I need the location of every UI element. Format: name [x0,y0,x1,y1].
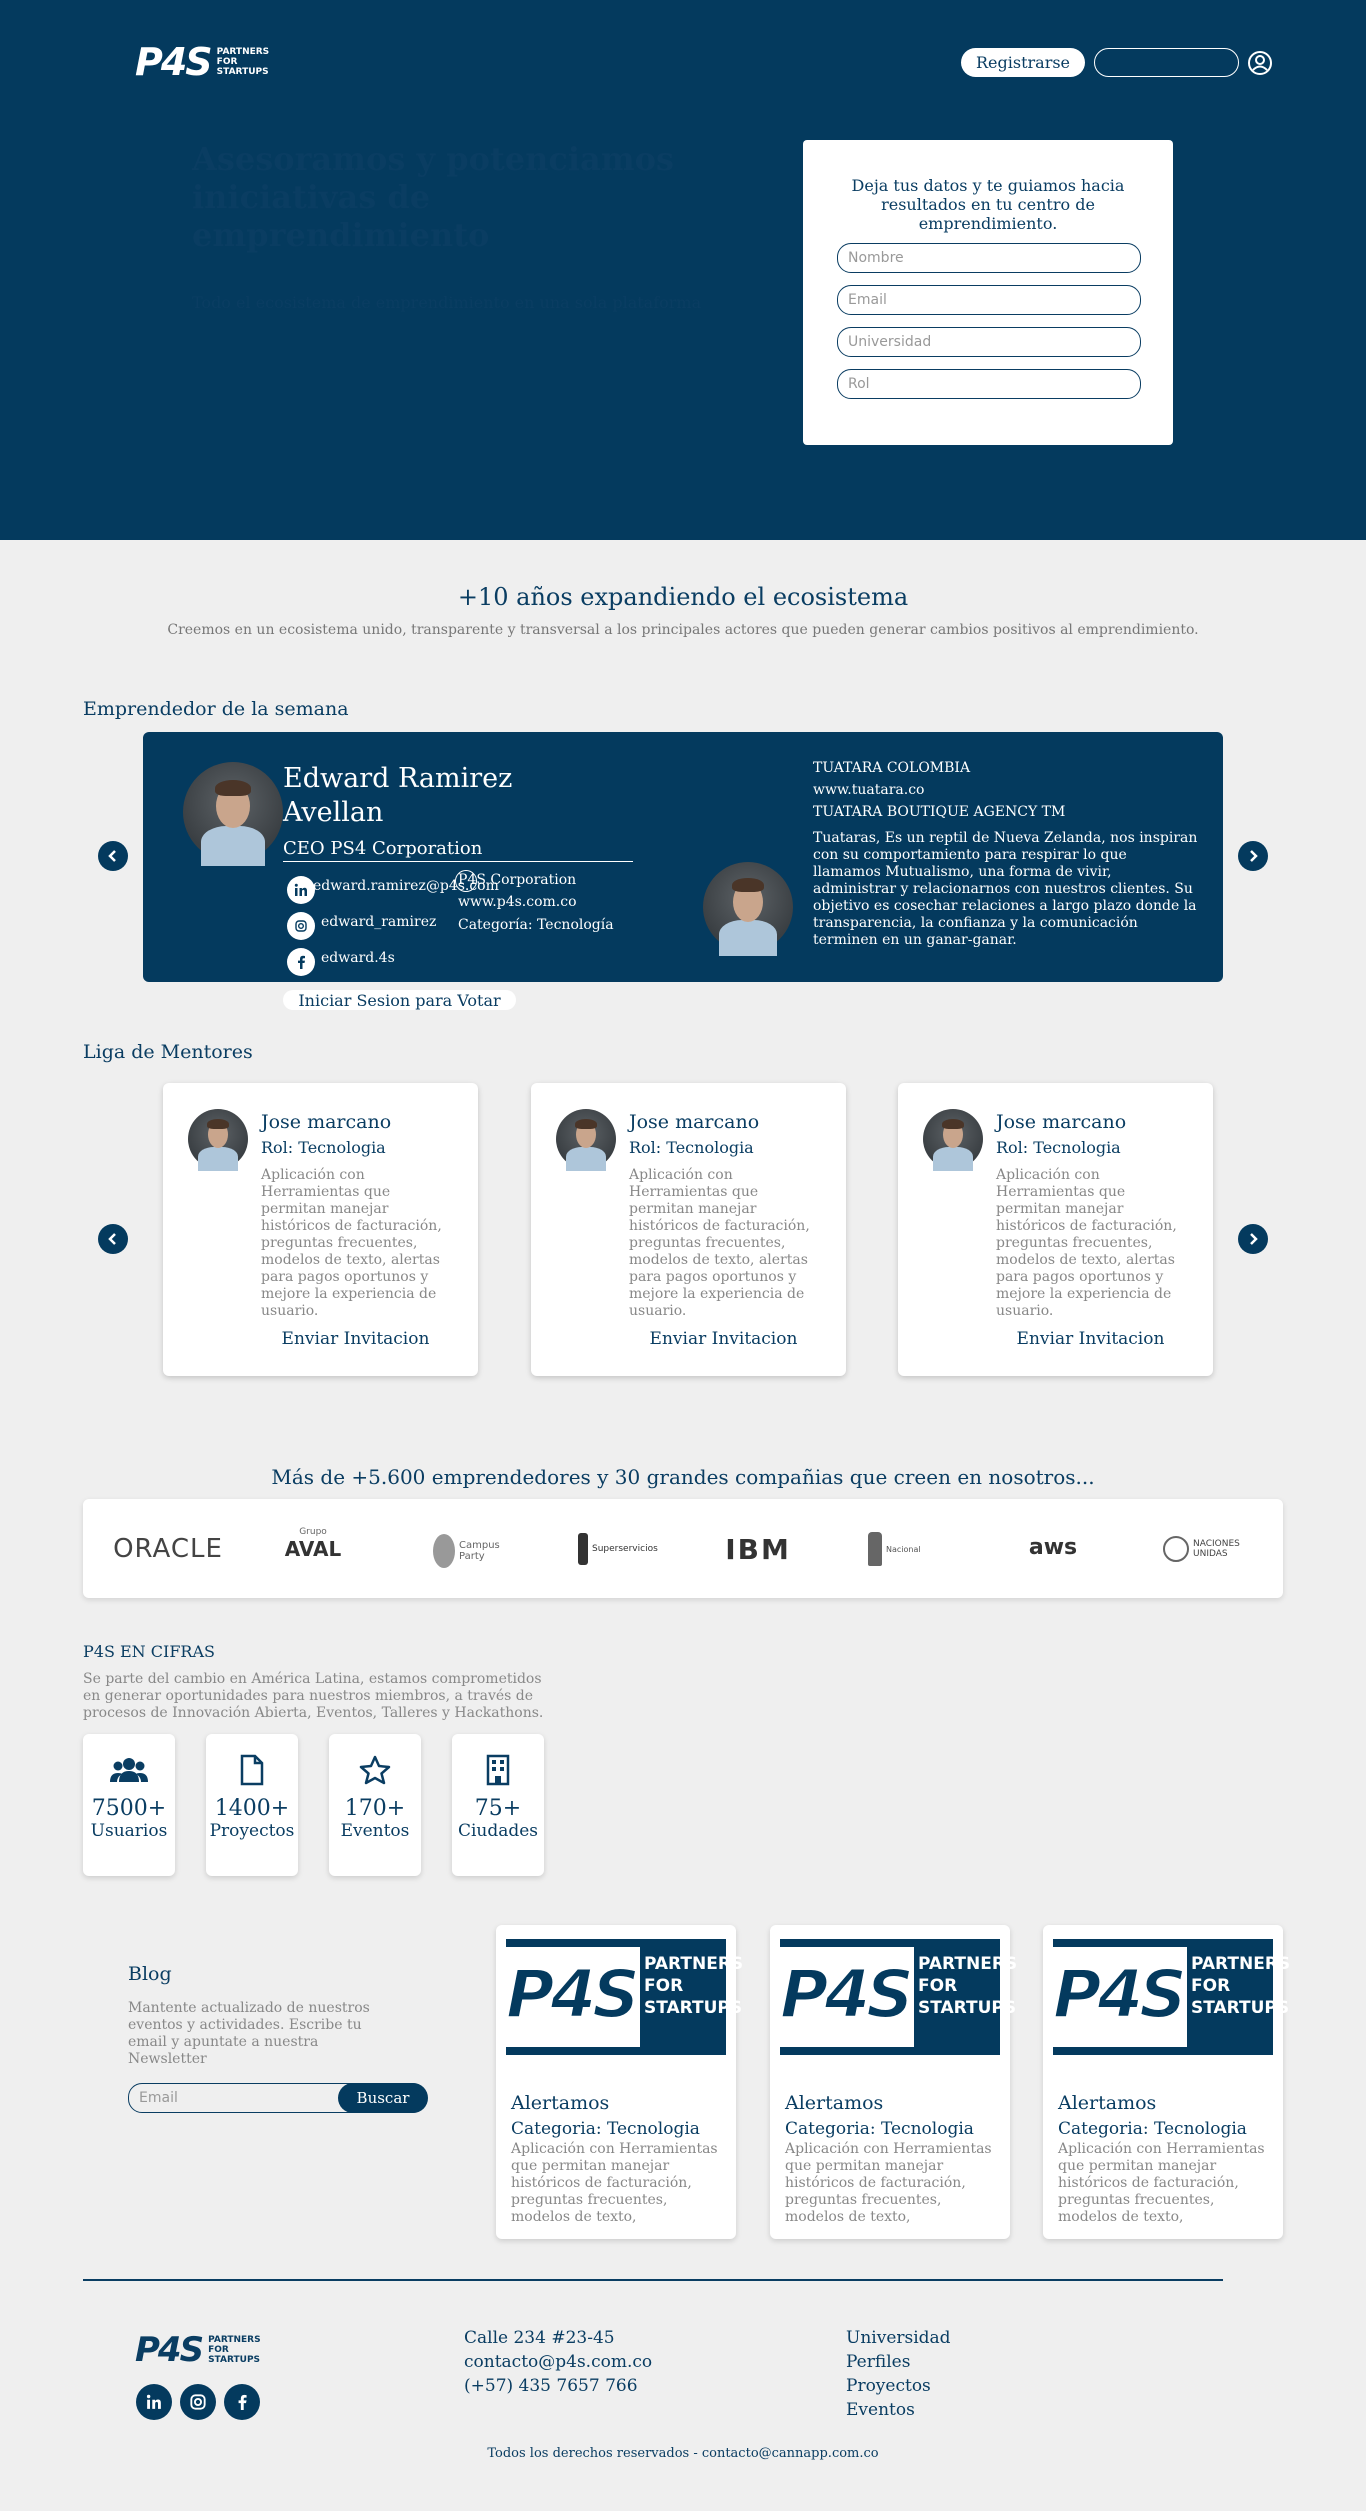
entrepreneur-name-line-1: Edward Ramirez [283,763,513,794]
mentor-name: Jose marcano [996,1111,1127,1133]
stat-card-events [329,1734,421,1876]
mentors-section-title: Liga de Mentores [83,1041,253,1063]
blog-post-card[interactable] [1043,1925,1291,2239]
banner-text-line-1: PARTNERS [918,1954,1018,1974]
footer-linkedin-icon[interactable] [136,2384,172,2420]
campus-party-logo [433,1531,513,1571]
footer-links [846,2326,951,2422]
blog-post-card[interactable] [770,1925,1018,2239]
newsletter-submit-button[interactable]: Buscar [338,2083,428,2113]
blog-post-title: Alertamos [1058,2092,1157,2114]
stat-card-cities [452,1734,544,1876]
mentor-role: Rol: Tecnologia [996,1138,1121,1157]
aval-top-text: Grupo [299,1527,327,1537]
stat-label: Proyectos [209,1821,295,1841]
hero-title-line-3: emprendimiento [192,216,490,254]
mentor-card [163,1083,478,1376]
stats-description: Se parte del cambio en América Latina, estamos comprometidos en generar oportunidades para nuestros miembros, a través de procesos de Innovación Abierta, Eventos, Talleres y Hackathons. [83,1671,544,1721]
banner-text-line-1: PARTNERS [1191,1954,1291,1974]
footer-logo[interactable] [135,2330,261,2370]
ibm-logo: IBM [725,1532,791,1566]
banner-text-line-2: FOR [1191,1976,1231,1996]
company-category: Categoría: Tecnología [458,917,614,933]
startup-name: TUATARA COLOMBIA [813,760,971,776]
footer-link-eventos[interactable]: Eventos [846,2400,915,2420]
stat-value: 170+ [344,1796,406,1821]
entrepreneur-next-button[interactable] [1238,841,1268,871]
mentor-description: Aplicación con Herramientas que permitan manejar históricos de facturación, preguntas frecuentes, modelos de texto, alertas para pagos oportunos y mejore la experiencia de usuario. [261,1167,442,1319]
campus-party-text: Campus Party [459,1540,500,1562]
blog-title: Blog [128,1963,172,1985]
header-logo[interactable] [135,40,269,84]
logo-text [217,47,270,77]
superservicios-logo [578,1529,668,1569]
oracle-logo: ORACLE [113,1534,223,1564]
startup-website[interactable]: www.tuatara.co [813,782,925,798]
banner-logo-mark: P4S [502,1947,640,2047]
entrepreneur-section-title: Emprendedor de la semana [83,698,349,720]
mentor-description: Aplicación con Herramientas que permitan manejar históricos de facturación, preguntas frecuentes, modelos de texto, alertas para pagos oportunos y mejore la experiencia de usuario. [996,1167,1177,1319]
blog-post-banner [1053,1939,1291,2055]
star-icon [329,1754,421,1786]
banner-small-text: P4S.CO [1151,2039,1181,2048]
banner-text-line-1: PARTNERS [644,1954,744,1974]
blog-post-description: Aplicación con Herramientas que permitan manejar históricos de facturación, preguntas frecuentes, modelos de texto, [511,2141,718,2225]
aval-text: AVAL [284,1537,342,1561]
stat-value: 7500+ [91,1796,167,1821]
chevron-right-icon [1246,1232,1260,1246]
stat-label: Eventos [340,1821,410,1841]
linkedin-icon[interactable] [287,876,315,904]
mentor-role: Rol: Tecnologia [629,1138,754,1157]
blog-post-category: Categoria: Tecnologia [1058,2119,1247,2139]
footer-link-perfiles[interactable]: Perfiles [846,2352,911,2372]
company-website[interactable]: www.p4s.com.co [458,894,577,910]
chevron-right-icon [1246,849,1260,863]
banner-logo-mark: P4S [776,1947,914,2047]
banner-small-text: P4S.CO [604,2039,634,2048]
role-field[interactable]: Rol [837,369,1141,399]
ecosystem-title: +10 años expandiendo el ecosistema [457,583,909,611]
aval-logo [273,1527,353,1567]
name-field[interactable]: Nombre [837,243,1141,273]
contact-form [803,140,1173,445]
nacional-logo [868,1529,938,1569]
footer-logo-line-3: STARTUPS [208,2355,261,2365]
mentor-card [898,1083,1213,1376]
footer-address: Calle 234 #23-45 [464,2328,615,2348]
footer-link-universidad[interactable]: Universidad [846,2328,951,2348]
stat-value: 1400+ [214,1796,290,1821]
vote-button[interactable]: Iniciar Sesion para Votar [283,990,516,1010]
mentor-name: Jose marcano [629,1111,760,1133]
banner-text-line-3: STARTUPS [644,1998,743,2018]
footer-email[interactable]: contacto@p4s.com.co [464,2352,653,2372]
instagram-icon[interactable] [287,912,315,940]
footer-divider [83,2279,1223,2281]
partners-title: Más de +5.600 emprendedores y 30 grandes compañias que creen en nosotros... [271,1465,1095,1489]
stat-card-users [83,1734,175,1876]
footer-logo-text [208,2335,261,2365]
footer-instagram-icon[interactable] [180,2384,216,2420]
newsletter-email-input[interactable]: Email [128,2083,426,2113]
stat-label: Usuarios [90,1821,168,1841]
user-icon[interactable] [1247,50,1273,76]
mentors-prev-button[interactable] [98,1224,128,1254]
ecosystem-subtitle: Creemos en un ecosistema unido, transparente y transversal a los principales actores que pueden generar cambios positivos al emprendimiento. [167,622,1199,638]
blog-post-banner [780,1939,1018,2055]
mentor-name: Jose marcano [261,1111,392,1133]
facebook-handle[interactable]: edward.4s [321,950,395,966]
footer-logo-line-1: PARTNERS [208,2335,261,2345]
entrepreneur-name [283,762,563,830]
file-icon [206,1754,298,1786]
footer-contact [464,2326,652,2398]
facebook-icon[interactable] [287,948,315,976]
logo-line-2: FOR [216,57,238,67]
hero-title [192,140,772,254]
banner-text-line-2: FOR [918,1976,958,1996]
hero-subtitle: Todo el ecosistema de emprendimiento en una sola plataforma [192,293,702,312]
footer-phone[interactable]: (+57) 435 7657 766 [464,2376,638,2396]
footer-facebook-icon[interactable] [224,2384,260,2420]
hero-title-line-2: iniciativas de [192,178,431,216]
form-title: Deja tus datos y te guiamos hacia resultados en tu centro de emprendimiento. [851,176,1125,233]
mentor-invite-button[interactable]: Enviar Invitacion [649,1329,798,1349]
blog-post-title: Alertamos [511,2092,610,2114]
footer-copyright: Todos los derechos reservados - contacto@cannapp.com.co [487,2446,879,2461]
mentor-card [531,1083,846,1376]
blog-post-category: Categoria: Tecnologia [785,2119,974,2139]
blog-post-description: Aplicación con Herramientas que permitan manejar históricos de facturación, preguntas frecuentes, modelos de texto, [785,2141,992,2225]
banner-logo-mark: P4S [1049,1947,1187,2047]
entrepreneur-prev-button[interactable] [98,841,128,871]
blog-post-title: Alertamos [785,2092,884,2114]
mentors-next-button[interactable] [1238,1224,1268,1254]
footer-logo-mark: P4S [135,2330,203,2370]
entrepreneur-avatar [183,762,283,862]
blog-post-card[interactable] [496,1925,744,2239]
naciones-unidas-text: NACIONES UNIDAS [1193,1539,1240,1559]
chevron-left-icon [106,849,120,863]
register-button[interactable]: Registrarse [961,48,1085,77]
logo-mark: P4S [135,40,211,84]
stats-title: P4S EN CIFRAS [83,1642,215,1661]
mentor-role: Rol: Tecnologia [261,1138,386,1157]
stat-label: Ciudades [457,1821,539,1841]
logo-line-1: PARTNERS [216,47,270,57]
chevron-left-icon [106,1232,120,1246]
linkedin-handle[interactable]: edward.ramirez@p4s.com [313,878,499,894]
login-button[interactable] [1094,48,1239,77]
banner-small-text: P4S.CO [878,2039,908,2048]
entrepreneur-position: CEO PS4 Corporation [283,838,633,862]
stat-value: 75+ [474,1796,522,1821]
mentor-avatar [923,1109,983,1169]
aws-logo: aws [1028,1534,1078,1560]
mentor-invite-button[interactable]: Enviar Invitacion [1016,1329,1165,1349]
superservicios-text: Superservicios [592,1544,658,1554]
nacional-text: Nacional [886,1544,921,1554]
users-icon [83,1756,175,1784]
company-name: P4S Corporation [458,872,577,888]
instagram-handle[interactable]: edward_ramirez [321,914,437,930]
banner-text-line-3: STARTUPS [1191,1998,1290,2018]
banner-text [1191,1953,1290,2019]
stat-card-projects [206,1734,298,1876]
banner-text [644,1953,743,2019]
startup-avatar [703,862,793,952]
banner-text-line-2: FOR [644,1976,684,1996]
naciones-unidas-logo [1163,1529,1253,1569]
building-icon [452,1754,544,1786]
mentor-avatar [556,1109,616,1169]
footer-logo-line-2: FOR [208,2345,229,2355]
university-field[interactable]: Universidad [837,327,1141,357]
partners-logo-bar [83,1499,1283,1598]
startup-agency: TUATARA BOUTIQUE AGENCY TM [813,804,1066,820]
mentor-description: Aplicación con Herramientas que permitan manejar históricos de facturación, preguntas frecuentes, modelos de texto, alertas para pagos oportunos y mejore la experiencia de usuario. [629,1167,810,1319]
hero-title-line-1: Asesoramos y potenciamos [192,140,674,178]
banner-text-line-3: STARTUPS [918,1998,1017,2018]
blog-post-banner [506,1939,744,2055]
email-field[interactable]: Email [837,285,1141,315]
mentor-avatar [188,1109,248,1169]
footer-link-proyectos[interactable]: Proyectos [846,2376,931,2396]
entrepreneur-card [143,732,1223,982]
banner-text [918,1953,1017,2019]
logo-line-3: STARTUPS [216,67,269,77]
startup-description: Tuataras, Es un reptil de Nueva Zelanda, nos inspiran con su comportamiento para respirar lo que llamamos Mutualismo, una forma de vivir, administrar y relacionarnos con nuestros clientes. Su objetivo es cosechar relaciones a largo plazo donde la transparencia, la confianza y la comunicación terminen en un ganar-ganar. [813,830,1198,948]
entrepreneur-name-line-2: Avellan [283,797,384,828]
blog-post-category: Categoria: Tecnologia [511,2119,700,2139]
blog-description: Mantente actualizado de nuestros eventos y actividades. Escribe tu email y apuntate a nuestra Newsletter [128,2000,370,2067]
blog-post-description: Aplicación con Herramientas que permitan manejar históricos de facturación, preguntas frecuentes, modelos de texto, [1058,2141,1265,2225]
mentor-invite-button[interactable]: Enviar Invitacion [281,1329,430,1349]
